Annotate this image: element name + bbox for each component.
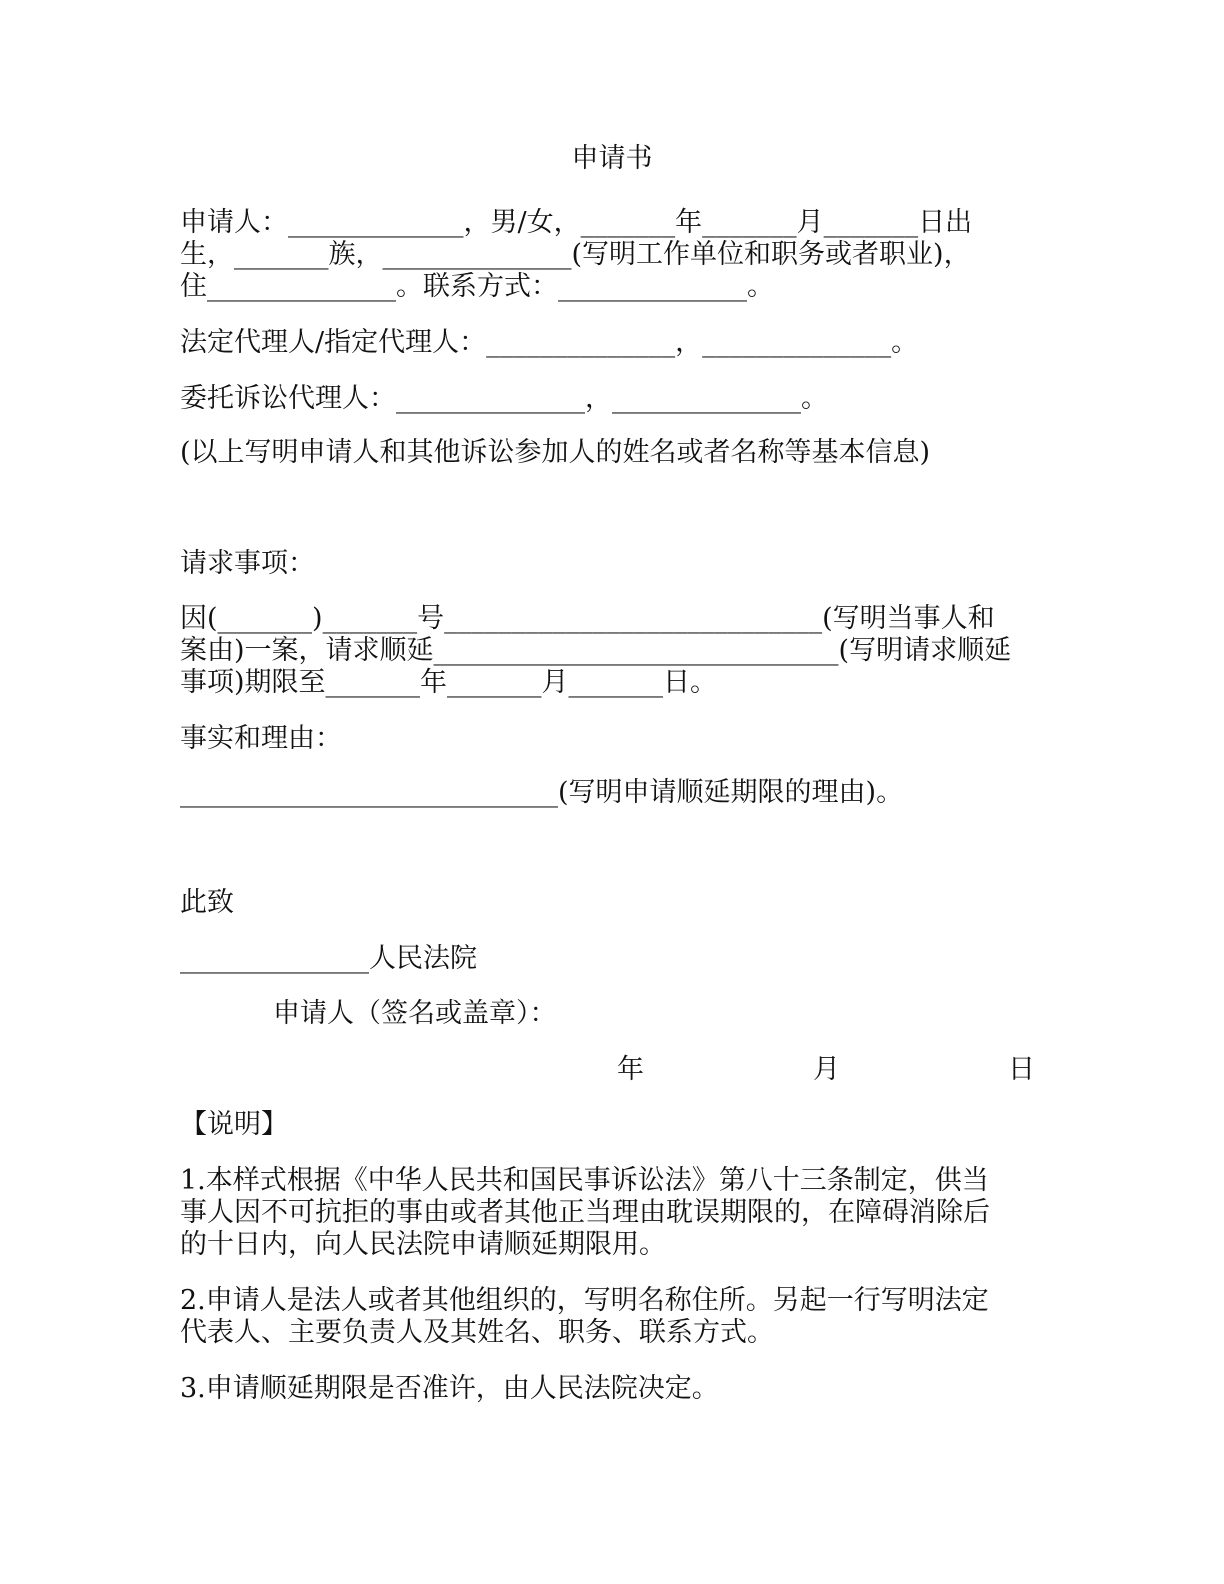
- note-3-line-1: 3.申请顺延期限是否准许，由人民法院决定。: [180, 1373, 719, 1404]
- applicant-line-1: 申请人：_____________，男/女，_______年_______月_______日出: [180, 207, 973, 238]
- facts-heading: 事实和理由：: [180, 723, 342, 754]
- salutation: 此致: [180, 887, 234, 918]
- claims-line-1: 因(_______)_______号____________________________(写明当事人和: [180, 603, 995, 634]
- date-month: 月: [813, 1054, 840, 1085]
- document-title: 申请书: [571, 143, 653, 174]
- date-year: 年: [617, 1054, 644, 1085]
- court-line: ______________人民法院: [180, 943, 477, 974]
- note-1-line-2: 事人因不可抗拒的事由或者其他正当理由耽误期限的，在障碍消除后: [180, 1197, 990, 1228]
- applicant-line-3: 住______________。联系方式：______________。: [180, 271, 774, 302]
- signature-line: 申请人（签名或盖章）：: [273, 998, 557, 1029]
- note-2-line-1: 2.申请人是法人或者其他组织的，写明名称住所。另起一行写明法定: [180, 1285, 989, 1316]
- facts-line: ____________________________(写明申请顺延期限的理由)。: [180, 777, 904, 808]
- notes-heading: 【说明】: [180, 1109, 288, 1140]
- legal-agent-line: 法定代理人/指定代理人：______________，______________。: [180, 327, 919, 358]
- claims-heading: 请求事项：: [180, 548, 315, 579]
- claims-line-2: 案由)一案，请求顺延______________________________(写明请求顺延: [180, 635, 1012, 666]
- note-2-line-2: 代表人、主要负责人及其姓名、职务、联系方式。: [180, 1317, 774, 1348]
- applicant-line-2: 生，_______族，______________(写明工作单位和职务或者职业)，: [180, 239, 971, 270]
- note-1-line-1: 1.本样式根据《中华人民共和国民事诉讼法》第八十三条制定，供当: [180, 1165, 989, 1196]
- claims-line-3: 事项)期限至_______年_______月_______日。: [180, 667, 718, 698]
- date-day: 日: [1008, 1054, 1035, 1085]
- litigation-agent-line: 委托诉讼代理人：______________，______________。: [180, 383, 828, 414]
- parties-note: (以上写明申请人和其他诉讼参加人的姓名或者名称等基本信息): [180, 437, 931, 468]
- note-1-line-3: 的十日内，向人民法院申请顺延期限用。: [180, 1229, 666, 1260]
